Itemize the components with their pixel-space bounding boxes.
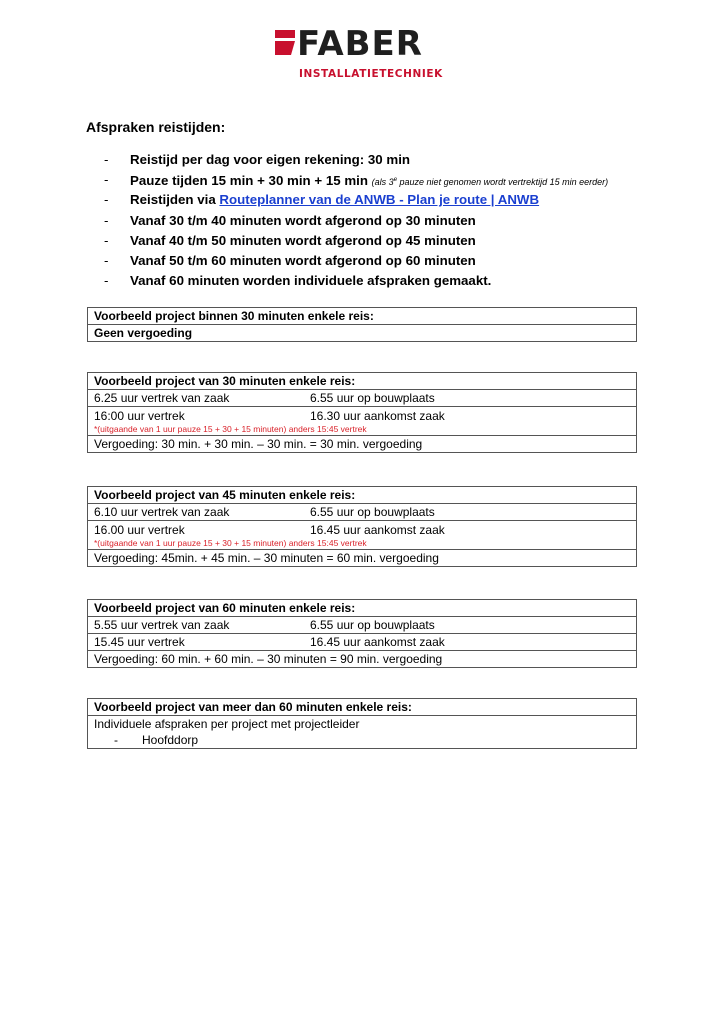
bullet-dash: - — [104, 212, 109, 228]
compensation-row: Vergoeding: 45min. + 45 min. – 30 minuten = 60 min. vergoeding — [88, 549, 636, 566]
logo-tagline: INSTALLATIETECHNIEK — [299, 68, 443, 80]
departure-time: 6.10 uur vertrek van zaak — [94, 505, 230, 519]
project-location: Hoofddorp — [142, 733, 199, 747]
example-30-min-table — [87, 372, 637, 453]
return-departure-time: 16.00 uur vertrek — [94, 523, 185, 537]
rule-item — [104, 251, 608, 271]
departure-row — [88, 616, 636, 633]
bullet-dash: - — [114, 733, 118, 747]
faber-logo-mark-icon — [275, 30, 295, 55]
rule-item — [104, 231, 608, 251]
departure-time: 5.55 uur vertrek van zaak — [94, 618, 230, 632]
project-sub-item — [94, 732, 630, 748]
rule-text: Vanaf 40 t/m 50 minuten wordt afgerond op 45 minuten — [130, 232, 476, 248]
bullet-dash: - — [104, 252, 109, 268]
table-title: Voorbeeld project van 30 minuten enkele reis: — [94, 374, 356, 388]
return-row — [88, 520, 636, 549]
rule-text: Vanaf 50 t/m 60 minuten wordt afgerond op 60 minuten — [130, 252, 476, 268]
bullet-dash: - — [104, 192, 109, 208]
bullet-dash: - — [104, 232, 109, 248]
table-body: Geen vergoeding — [88, 324, 636, 341]
rule-text: Reistijden via — [130, 192, 220, 208]
rule-text: Vanaf 60 minuten worden individuele afspraken gemaakt. — [130, 273, 492, 289]
individual-agreements-text: Individuele afspraken per project met projectleider — [94, 717, 360, 731]
arrival-site-time: 6.55 uur op bouwplaats — [310, 391, 435, 405]
arrival-site-time: 6.55 uur op bouwplaats — [310, 505, 435, 519]
return-arrival-time: 16.30 uur aankomst zaak — [310, 409, 445, 423]
anwb-routeplanner-link[interactable]: Routeplanner van de ANWB - Plan je route | ANWB — [219, 192, 540, 208]
table-title: Voorbeeld project van 60 minuten enkele reis: — [94, 601, 356, 615]
rule-item — [104, 150, 608, 170]
departure-row — [88, 503, 636, 520]
return-row — [88, 406, 636, 435]
page-heading: Afspraken reistijden: — [86, 119, 226, 135]
table-body — [88, 715, 636, 748]
travel-rules-list — [104, 150, 608, 291]
return-departure-time: 16:00 uur vertrek — [94, 409, 185, 423]
rule-text: Reistijd per dag voor eigen rekening: 30 min — [130, 152, 411, 167]
rule-text: Vanaf 30 t/m 40 minuten wordt afgerond op 30 minuten — [130, 212, 476, 228]
return-departure-time: 15.45 uur vertrek — [94, 635, 185, 649]
table-title: Voorbeeld project binnen 30 minuten enkele reis: — [94, 309, 374, 323]
compensation-row: Vergoeding: 60 min. + 60 min. – 30 minuten = 90 min. vergoeding — [88, 650, 636, 667]
return-arrival-time: 16.45 uur aankomst zaak — [310, 523, 445, 537]
pause-footnote: *(uitgaande van 1 uur pauze 15 + 30 + 15 minuten) anders 15:45 vertrek — [94, 538, 367, 548]
rule-item — [104, 170, 608, 190]
pause-footnote: *(uitgaande van 1 uur pauze 15 + 30 + 15 minuten) anders 15:45 vertrek — [94, 424, 367, 434]
rule-item — [104, 271, 608, 291]
example-within-30-min-table — [87, 307, 637, 342]
table-title: Voorbeeld project van 45 minuten enkele reis: — [94, 488, 356, 502]
compensation-row: Vergoeding: 30 min. + 30 min. – 30 min. = 30 min. vergoeding — [88, 435, 636, 452]
example-45-min-table — [87, 486, 637, 567]
arrival-site-time: 6.55 uur op bouwplaats — [310, 618, 435, 632]
departure-row — [88, 389, 636, 406]
example-60-min-table — [87, 599, 637, 668]
faber-logo — [275, 24, 455, 84]
return-arrival-time: 16.45 uur aankomst zaak — [310, 635, 445, 649]
departure-time: 6.25 uur vertrek van zaak — [94, 391, 230, 405]
example-over-60-min-table — [87, 698, 637, 749]
rule-item — [104, 190, 608, 210]
bullet-dash: - — [104, 172, 109, 188]
rule-note: (als 3e pauze niet genomen wordt vertrektijd 15 min eerder) — [371, 177, 609, 188]
table-title: Voorbeeld project van meer dan 60 minuten enkele reis: — [94, 700, 412, 714]
bullet-dash: - — [104, 273, 109, 289]
bullet-dash: - — [104, 152, 109, 167]
logo-wordmark: FABER — [297, 24, 423, 64]
rule-item — [104, 211, 608, 231]
rule-text: Pauze tijden 15 min + 30 min + 15 min — [130, 173, 368, 189]
return-row — [88, 633, 636, 650]
